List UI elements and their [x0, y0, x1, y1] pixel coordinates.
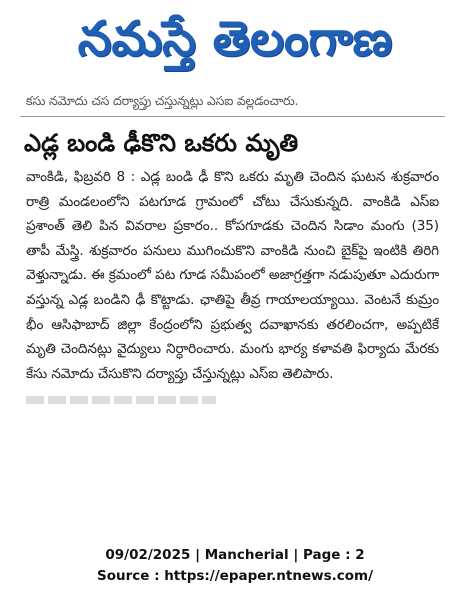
newspaper-logo-title: నమస్తే తెలంగాణ — [77, 11, 393, 67]
previous-article-tail: కసు నమోదు చస దర్యాప్తు చస్తున్నట్లు ఎసఐ వల్లడంచారు. — [26, 93, 299, 108]
separator-rule — [20, 116, 445, 117]
article-body: వాంకిడి, ఫిబ్రవరి 8 : ఎడ్ల బండి ఢీ కొని ఒకరు మృతి చెందిన ఘటన శుక్రవారం రాత్రి మండలంలోని పటగూడ గ్రామంలో చోటు చేసుకున్నది. వాంకిడి ఎస్ఐ ప్రశాంత్ తెలి పిన వివరాల ప్రకారం.. కోపగూడకు చెందిన సిడాం మంగు (35) తాపీ మేస్త్రి. శుక్రవారం పనులు ముగించుకొని వాంకిడి నుంచి బైక్‌పై ఇంటికి తిరిగి వెళ్తున్నాడు. ఈ క్రమంలో పట గూడ సమీపంలో అజాగ్రత్తగా నడుపుతూ ఎదురుగా వస్తున్న ఎడ్ల బండిని ఢీ కొట్టాడు. ఛాతిపై తీవ్ర గాయాలయ్యాయి. వెంటనే కుమ్రం భీం ఆసిఫాబాద్ జిల్లా కేంద్రంలోని ప్రభుత్వ దవాఖానకు తరలించగా, అప్పటికే మృతి చెందినట్లు వైద్యులు నిర్ధారించారు. మంగు భార్య కళావతి ఫిర్యాదు మేరకు కేసు నమోదు చేసుకొని దర్యాప్తు చేస్తున్నట్లు ఎస్ఐ తెలిపారు. — [26, 169, 439, 382]
clipping-edge-fragment — [26, 396, 216, 404]
article-clipping — [20, 92, 445, 524]
footer-source-link[interactable]: Source : https://epaper.ntnews.com/ — [96, 568, 374, 584]
article-headline: ఎడ్ల బండి ఢీకొని ఒకరు మృతి — [24, 129, 299, 157]
footer-date-edition-page: 09/02/2025 | Mancherial | Page : 2 — [105, 547, 365, 563]
masthead — [0, 0, 470, 78]
